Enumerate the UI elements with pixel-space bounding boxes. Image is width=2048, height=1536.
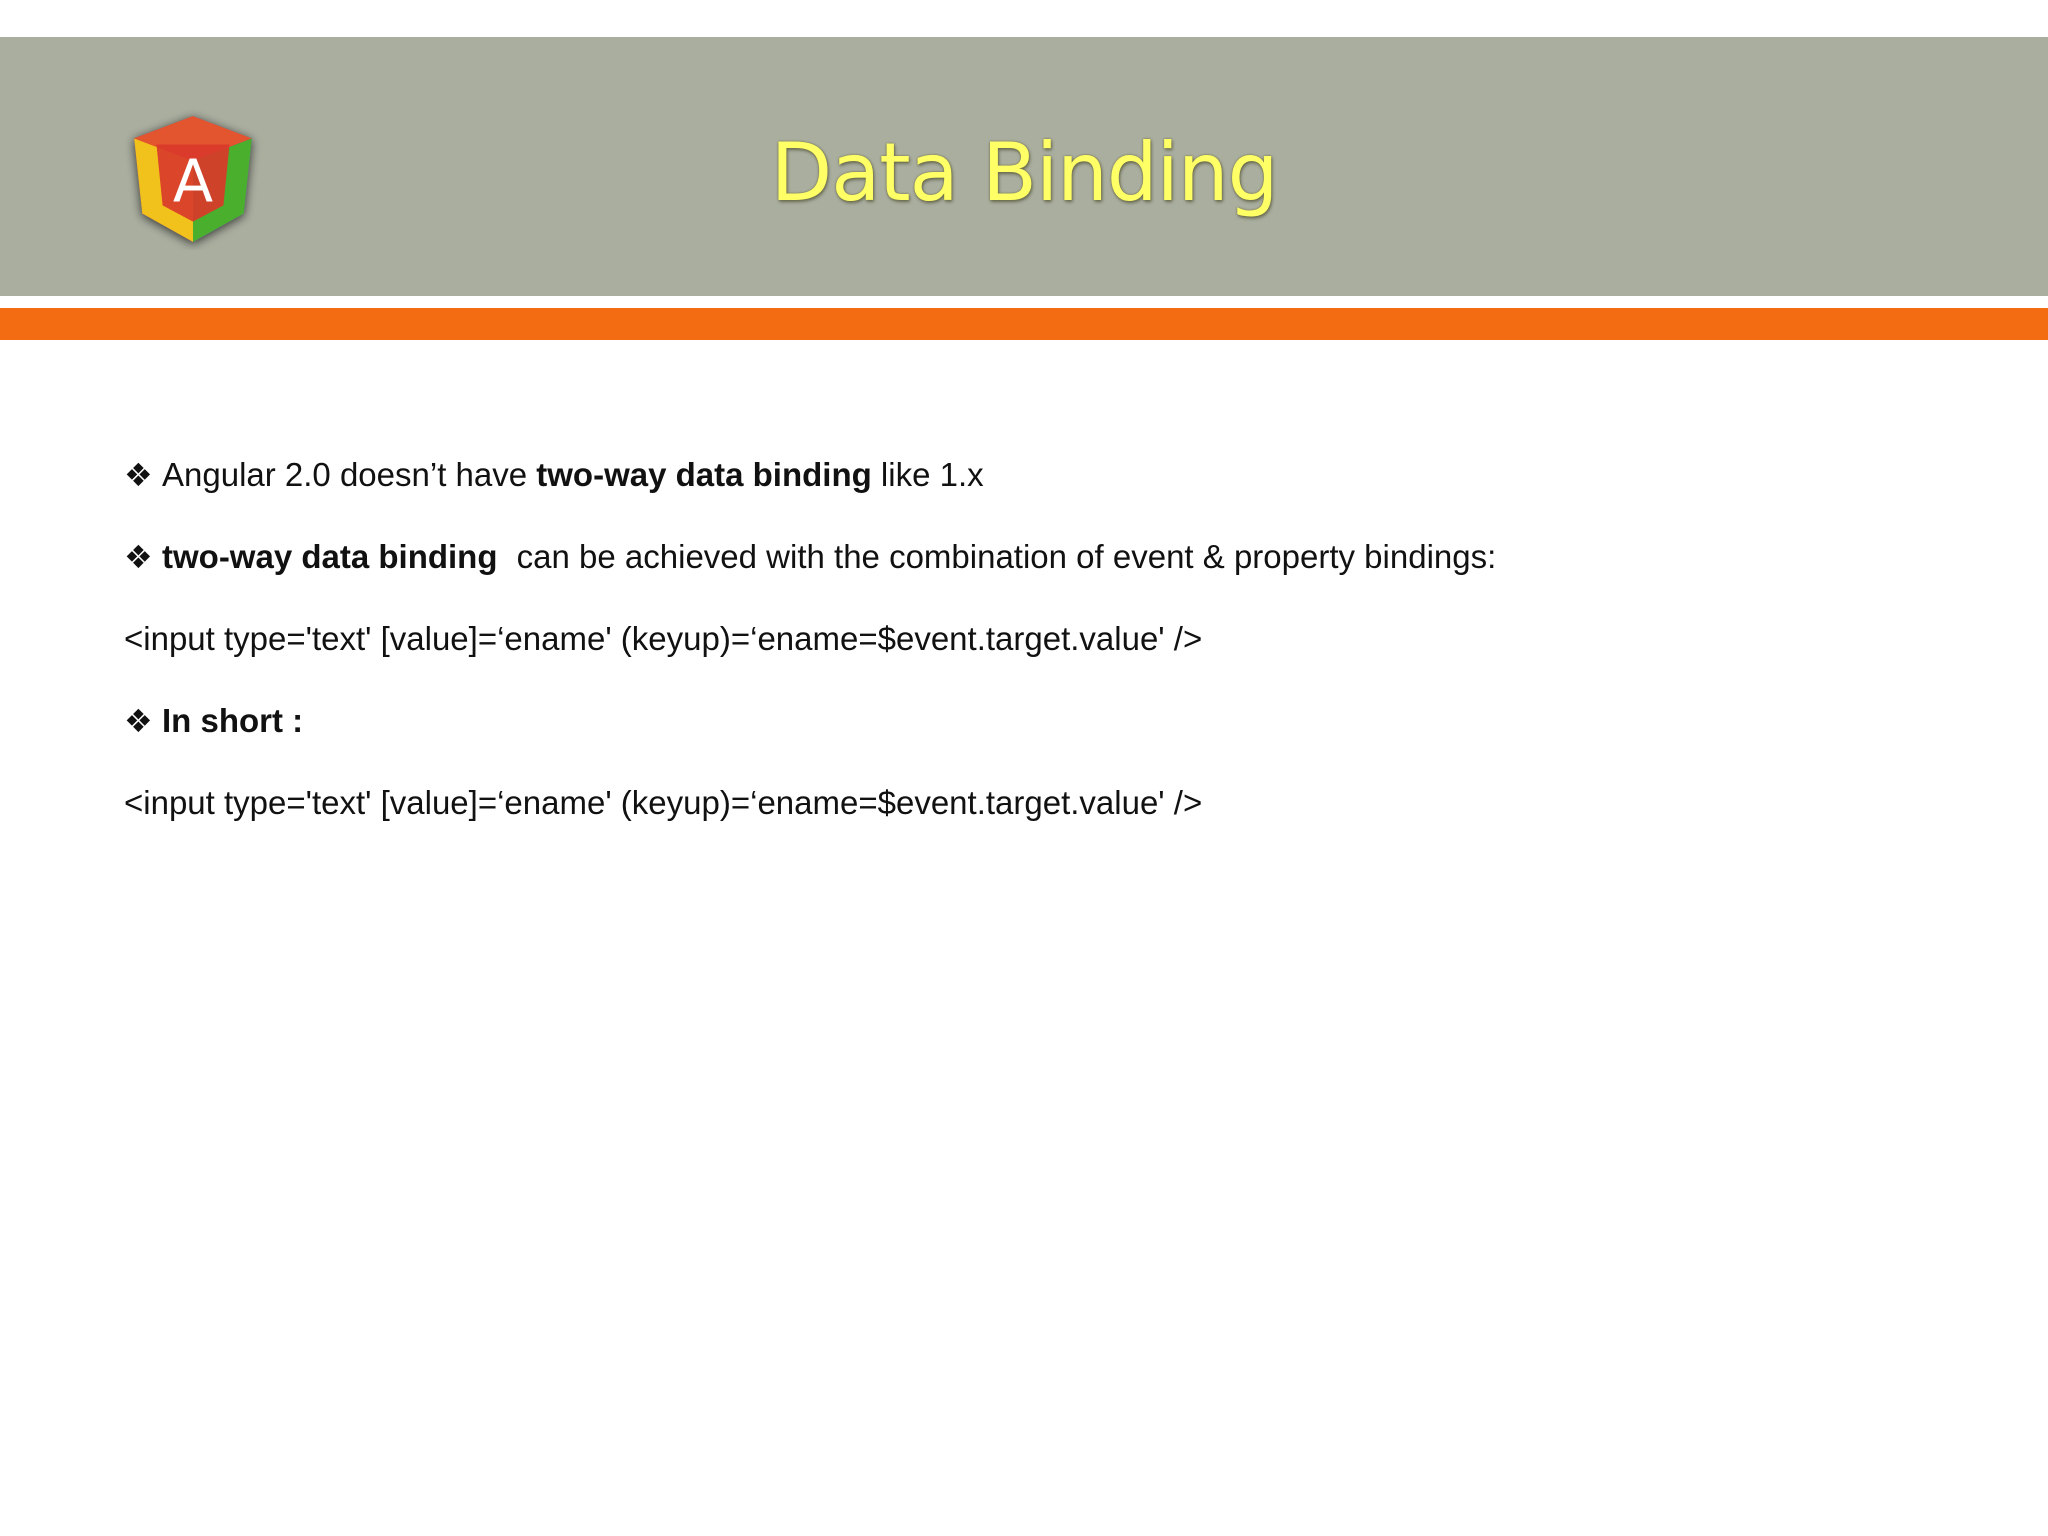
bullet-text-suffix: can be achieved with the combination of event & property bindings: — [507, 538, 1497, 575]
code-line-1: <input type='text' [value]=‘ename' (keyup)=‘ename=$event.target.value' /> — [124, 620, 1203, 657]
slide-title: Data Binding — [770, 126, 1278, 219]
bullet-item-3 — [124, 701, 303, 741]
bullet-icon: ❖ — [124, 539, 153, 575]
bullet-text-suffix: like 1.x — [871, 456, 984, 493]
bullet-text-prefix: Angular 2.0 doesn’t have — [162, 456, 537, 493]
bullet-item-2 — [124, 537, 1496, 577]
bullet-icon: ❖ — [124, 457, 153, 493]
bullet-item-1 — [124, 455, 984, 495]
bullet-text-bold: In short : — [162, 702, 304, 739]
accent-bar — [0, 308, 2048, 340]
bullet-text-bold: two-way data binding — [536, 456, 872, 493]
code-line-2: <input type='text' [value]=‘ename' (keyup)=‘ename=$event.target.value' /> — [124, 784, 1203, 821]
bullet-text-bold: two-way data binding — [162, 538, 498, 575]
bullet-icon: ❖ — [124, 703, 153, 739]
logo-letter: A — [172, 146, 214, 216]
